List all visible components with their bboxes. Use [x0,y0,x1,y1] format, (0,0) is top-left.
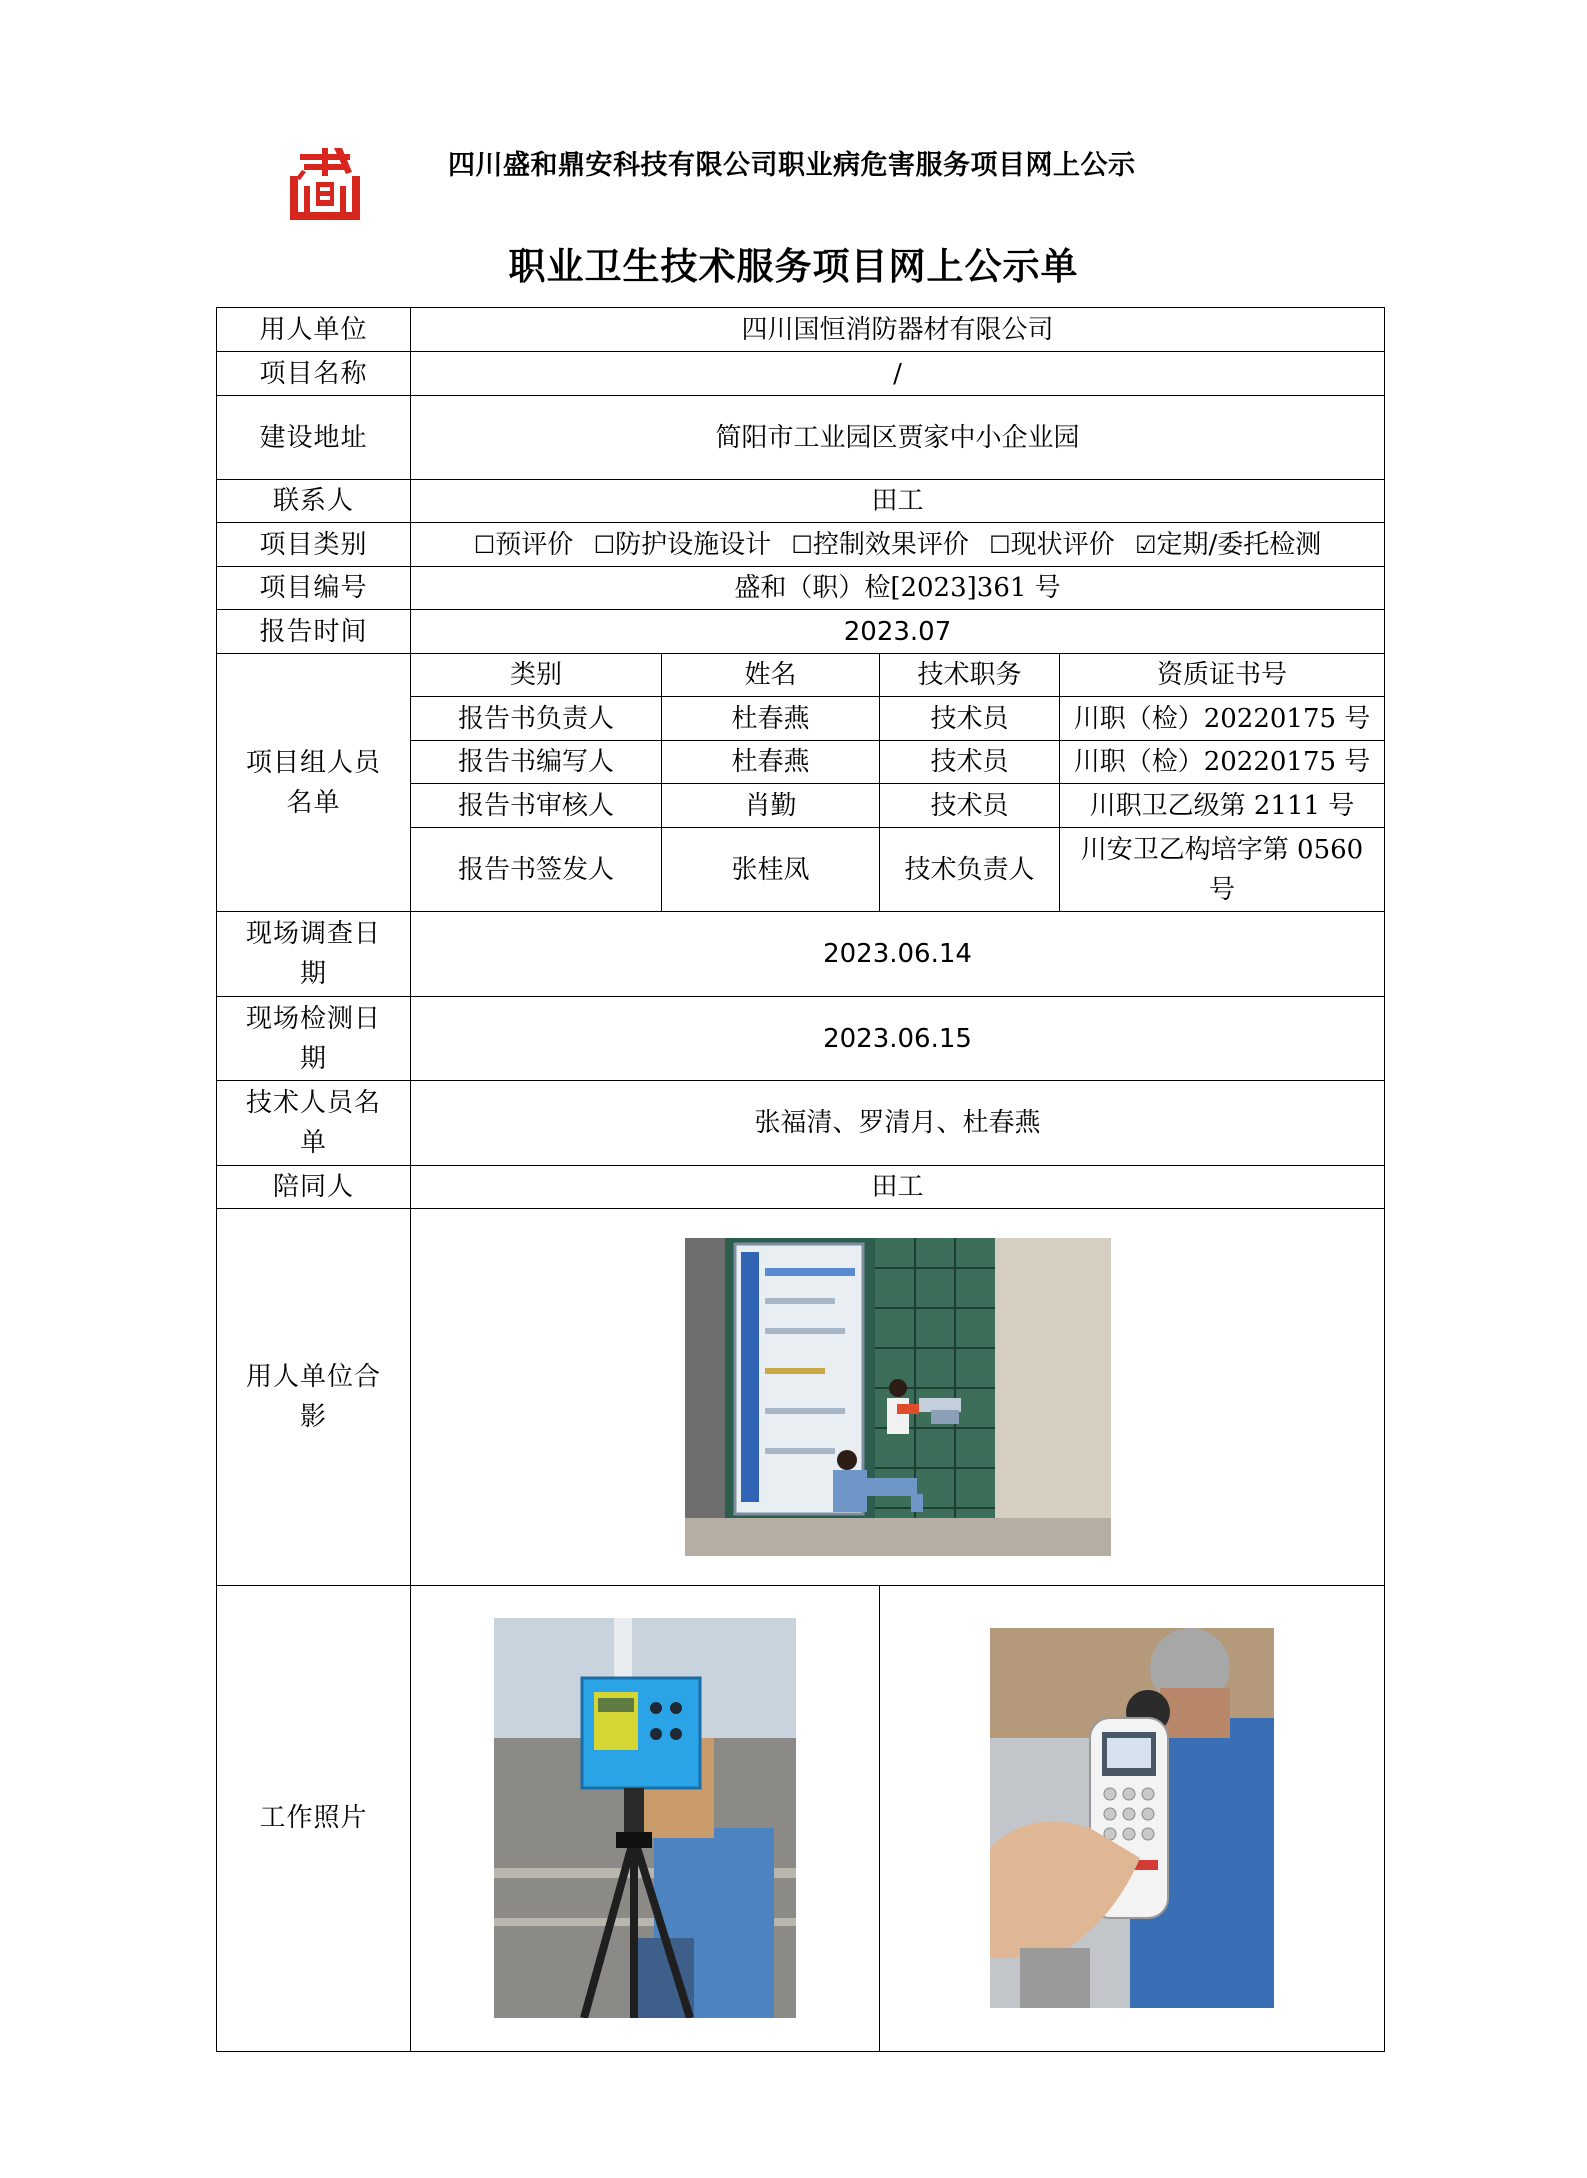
team-job-title: 技术员 [880,697,1060,741]
row-project-name [217,352,1385,396]
group-photo-label: 用人单位合影 [217,1209,411,1585]
team-certificate: 川安卫乙构培字第 0560 号 [1060,828,1385,912]
row-contact [217,480,1385,523]
checkbox-unchecked-icon[interactable]: ☐ [593,530,616,559]
team-role: 报告书编写人 [411,741,662,784]
project-number-label: 项目编号 [217,567,411,610]
row-report-time [217,610,1385,654]
team-certificate: 川职卫乙级第 2111 号 [1060,784,1385,828]
category-options [411,523,1385,567]
sound-level-meter-photo [990,1628,1274,2008]
row-category [217,523,1385,567]
tech-staff-value: 张福清、罗清月、杜春燕 [411,1081,1385,1166]
project-name-value: / [411,352,1385,396]
team-job-title: 技术负责人 [880,828,1060,912]
project-number-value: 盛和（职）检[2023]361 号 [411,567,1385,610]
group-photo-cell [411,1209,1385,1585]
checkbox-unchecked-icon[interactable]: ☐ [989,530,1011,559]
team-header-title: 技术职务 [880,654,1060,697]
report-time-value: 2023.07 [411,610,1385,654]
employer-value: 四川国恒消防器材有限公司 [411,308,1385,352]
project-name-label: 项目名称 [217,352,411,396]
team-job-title: 技术员 [880,784,1060,828]
row-detection-date [217,997,1385,1081]
survey-date-label: 现场调查日期 [217,912,411,997]
team-person-name: 杜春燕 [662,741,880,784]
survey-date-value: 2023.06.14 [411,912,1385,997]
document-title: 职业卫生技术服务项目网上公示单 [508,244,1079,288]
team-person-name: 张桂凤 [662,828,880,912]
team-person-name: 杜春燕 [662,697,880,741]
address-label: 建设地址 [217,396,411,480]
category-option-protection-design[interactable]: ☐防护设施设计 [593,529,772,560]
team-role: 报告书审核人 [411,784,662,828]
team-role: 报告书负责人 [411,697,662,741]
work-photo-cell-2 [880,1585,1385,2051]
checkbox-checked-icon[interactable]: ☑ [1134,530,1157,559]
notice-form-table [216,307,1385,2052]
report-time-label: 报告时间 [217,610,411,654]
row-accompany [217,1166,1385,1209]
contact-value: 田工 [411,480,1385,523]
address-value: 简阳市工业园区贾家中小企业园 [411,396,1385,480]
noise-sampler-photo [494,1618,796,2018]
company-logo [286,146,364,224]
checkbox-unchecked-icon[interactable]: ☐ [473,530,496,559]
work-photo-cell-1 [411,1585,880,2051]
row-address [217,396,1385,480]
team-header-row [217,654,1385,697]
team-header-category: 类别 [411,654,662,697]
company-header: 四川盛和鼎安科技有限公司职业病危害服务项目网上公示 [448,150,1136,181]
team-header-certificate: 资质证书号 [1060,654,1385,697]
row-employer [217,308,1385,352]
contact-label: 联系人 [217,480,411,523]
category-option-control-evaluation[interactable]: ☐控制效果评价 [791,529,969,560]
accompany-label: 陪同人 [217,1166,411,1209]
row-group-photo [217,1209,1385,1585]
team-label: 项目组人员名单 [217,654,411,912]
row-survey-date [217,912,1385,997]
team-job-title: 技术员 [880,741,1060,784]
team-certificate: 川职（检）20220175 号 [1060,741,1385,784]
employer-label: 用人单位 [217,308,411,352]
team-role: 报告书签发人 [411,828,662,912]
category-option-pre-evaluation[interactable]: ☐预评价 [473,529,574,560]
checkbox-unchecked-icon[interactable]: ☐ [791,530,813,559]
work-photos-label: 工作照片 [217,1585,411,2051]
detection-date-value: 2023.06.15 [411,997,1385,1081]
category-option-status-evaluation[interactable]: ☐现状评价 [989,529,1115,560]
category-option-periodic-detection[interactable]: ☑定期/委托检测 [1134,529,1322,560]
group-photo [685,1238,1111,1556]
accompany-value: 田工 [411,1166,1385,1209]
team-person-name: 肖勤 [662,784,880,828]
team-certificate: 川职（检）20220175 号 [1060,697,1385,741]
row-tech-staff [217,1081,1385,1166]
category-label: 项目类别 [217,523,411,567]
detection-date-label: 现场检测日期 [217,997,411,1081]
row-project-number [217,567,1385,610]
row-work-photos [217,1585,1385,2051]
team-header-name: 姓名 [662,654,880,697]
tech-staff-label: 技术人员名单 [217,1081,411,1166]
